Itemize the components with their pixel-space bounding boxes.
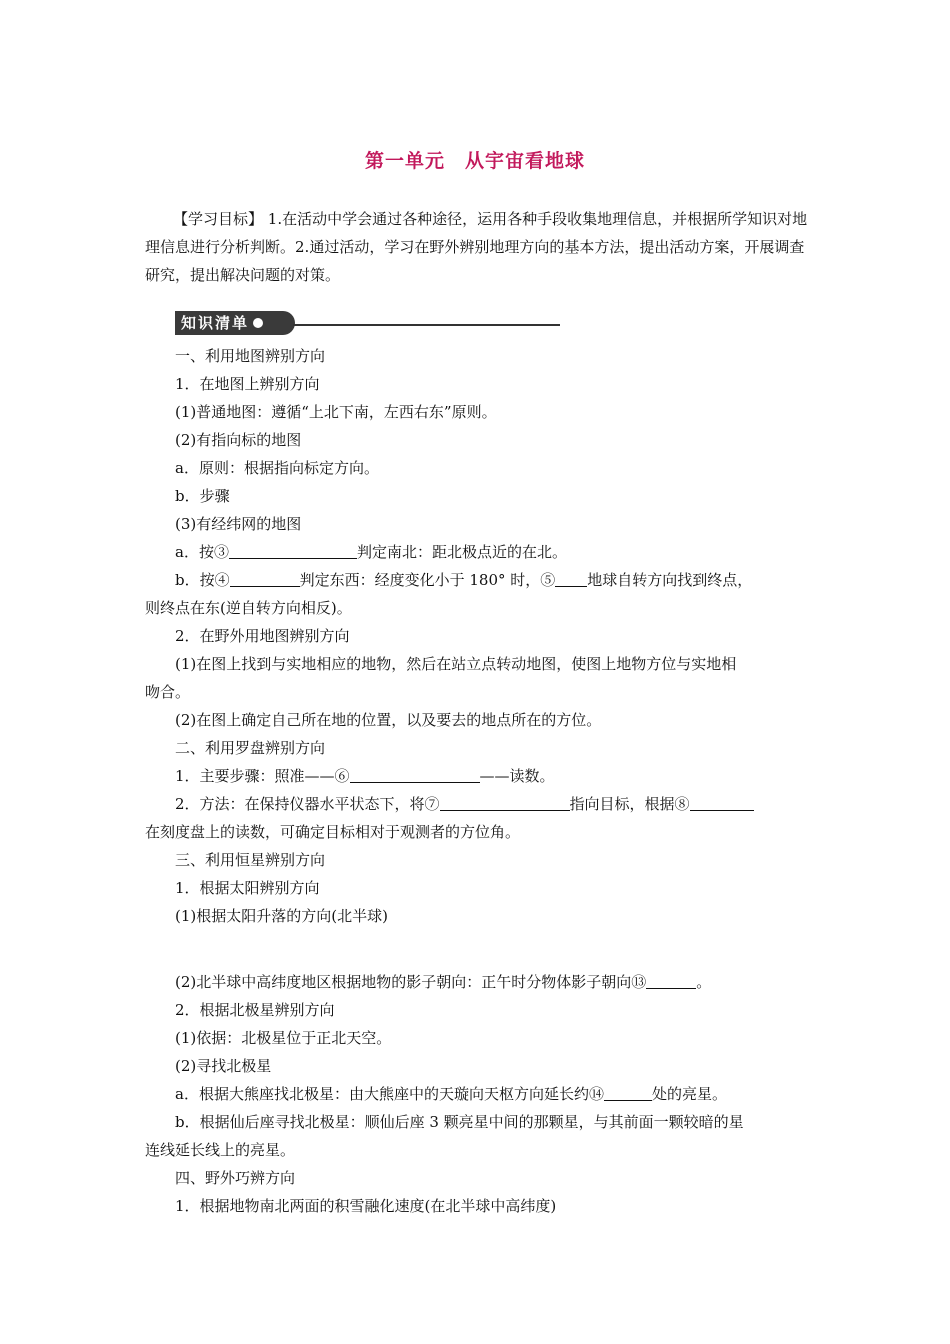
text-line: (3)有经纬网的地图 <box>175 515 302 533</box>
learning-goals <box>145 205 810 289</box>
fill-blank-line <box>145 790 815 818</box>
section-heading: 三、利用恒星辨别方向 <box>175 851 326 869</box>
text-line: 则终点在东(逆自转方向相反)。 <box>145 599 352 617</box>
subsection-heading: 1．根据地物南北两面的积雪融化速度(在北半球中高纬度) <box>175 1197 557 1215</box>
text-line: (1)普通地图：遵循“上北下南，左西右东”原则。 <box>175 403 497 421</box>
answer-blank-7[interactable] <box>440 794 570 811</box>
text-fragment: 判定南北：距北极点近的在北。 <box>356 543 567 561</box>
figure-gap <box>145 930 815 968</box>
answer-blank-4[interactable] <box>230 570 300 587</box>
text-line: a．原则：根据指向标定方向。 <box>175 459 379 477</box>
text-fragment: 地球自转方向找到终点， <box>587 571 753 589</box>
answer-blank-13[interactable] <box>646 972 696 989</box>
section-heading: 一、利用地图辨别方向 <box>175 347 326 365</box>
text-line: (1)依据：北极星位于正北天空。 <box>175 1029 392 1047</box>
answer-blank-8[interactable] <box>690 794 754 811</box>
fill-blank-line <box>145 968 815 996</box>
fill-blank-line <box>145 566 815 594</box>
text-fragment: 。 <box>696 973 712 991</box>
banner-label: 知识清单 <box>181 314 250 332</box>
answer-blank-6[interactable] <box>350 766 480 783</box>
text-fragment: 2．方法：在保持仪器水平状态下，将⑦ <box>175 795 440 813</box>
text-fragment: 处的亮星。 <box>651 1085 727 1103</box>
text-line: (1)在图上找到与实地相应的地物，然后在站立点转动地图，使图上地物方位与实地相 <box>175 655 737 673</box>
text-fragment: b．按④ <box>175 571 230 589</box>
fill-blank-line <box>145 538 815 566</box>
answer-blank-5[interactable] <box>555 570 587 587</box>
text-line: (2)寻找北极星 <box>175 1057 272 1075</box>
banner-rule <box>293 324 560 326</box>
text-fragment: ——读数。 <box>479 767 555 785</box>
text-line: 吻合。 <box>145 683 191 701</box>
section-heading: 四、野外巧辨方向 <box>175 1169 296 1187</box>
text-fragment: (2)北半球中高纬度地区根据地物的影子朝向：正午时分物体影子朝向⑬ <box>175 973 647 991</box>
knowledge-content <box>145 342 815 1220</box>
answer-blank-3[interactable] <box>229 542 357 559</box>
section-heading: 二、利用罗盘辨别方向 <box>175 739 326 757</box>
text-fragment: 指向目标，根据⑧ <box>569 795 690 813</box>
subsection-heading: 1．根据太阳辨别方向 <box>175 879 320 897</box>
text-line: (2)有指向标的地图 <box>175 431 302 449</box>
subsection-heading: 1．在地图上辨别方向 <box>175 375 320 393</box>
page-title: 第一单元 从宇宙看地球 <box>364 150 585 172</box>
bullet-dot-icon <box>253 318 263 328</box>
learning-goals-text: 1.在活动中学会通过各种途径，运用各种手段收集地理信息，并根据所学知识对地理信息进行分析判断。2.通过活动，学习在野外辨别地理方向的基本方法，提出活动方案，开展调查研究，提出解决问题的对策。 <box>145 210 808 284</box>
fill-blank-line <box>145 762 815 790</box>
text-line: 在刻度盘上的读数，可确定目标相对于观测者的方位角。 <box>145 823 521 841</box>
answer-blank-14[interactable] <box>604 1084 652 1101</box>
subsection-heading: 2．根据北极星辨别方向 <box>175 1001 335 1019</box>
subsection-heading: 2．在野外用地图辨别方向 <box>175 627 350 645</box>
text-fragment: a．根据大熊座找北极星：由大熊座中的天璇向天枢方向延长约⑭ <box>175 1085 604 1103</box>
text-fragment: 判定东西：经度变化小于 180° 时，⑤ <box>299 571 556 589</box>
knowledge-list-banner <box>175 311 560 335</box>
text-line: b．根据仙后座寻找北极星：顺仙后座 3 颗亮星中间的那颗星，与其前面一颗较暗的星 <box>175 1113 744 1131</box>
learning-goals-tag: 【学习目标】 <box>173 210 264 228</box>
text-fragment: a．按③ <box>175 543 229 561</box>
text-line: (1)根据太阳升落的方向(北半球) <box>175 907 388 925</box>
text-line: b．步骤 <box>175 487 230 505</box>
text-fragment: 1．主要步骤：照准——⑥ <box>175 767 350 785</box>
text-line: 连线延长线上的亮星。 <box>145 1141 296 1159</box>
fill-blank-line <box>145 1080 815 1108</box>
text-line: (2)在图上确定自己所在地的位置，以及要去的地点所在的方位。 <box>175 711 602 729</box>
